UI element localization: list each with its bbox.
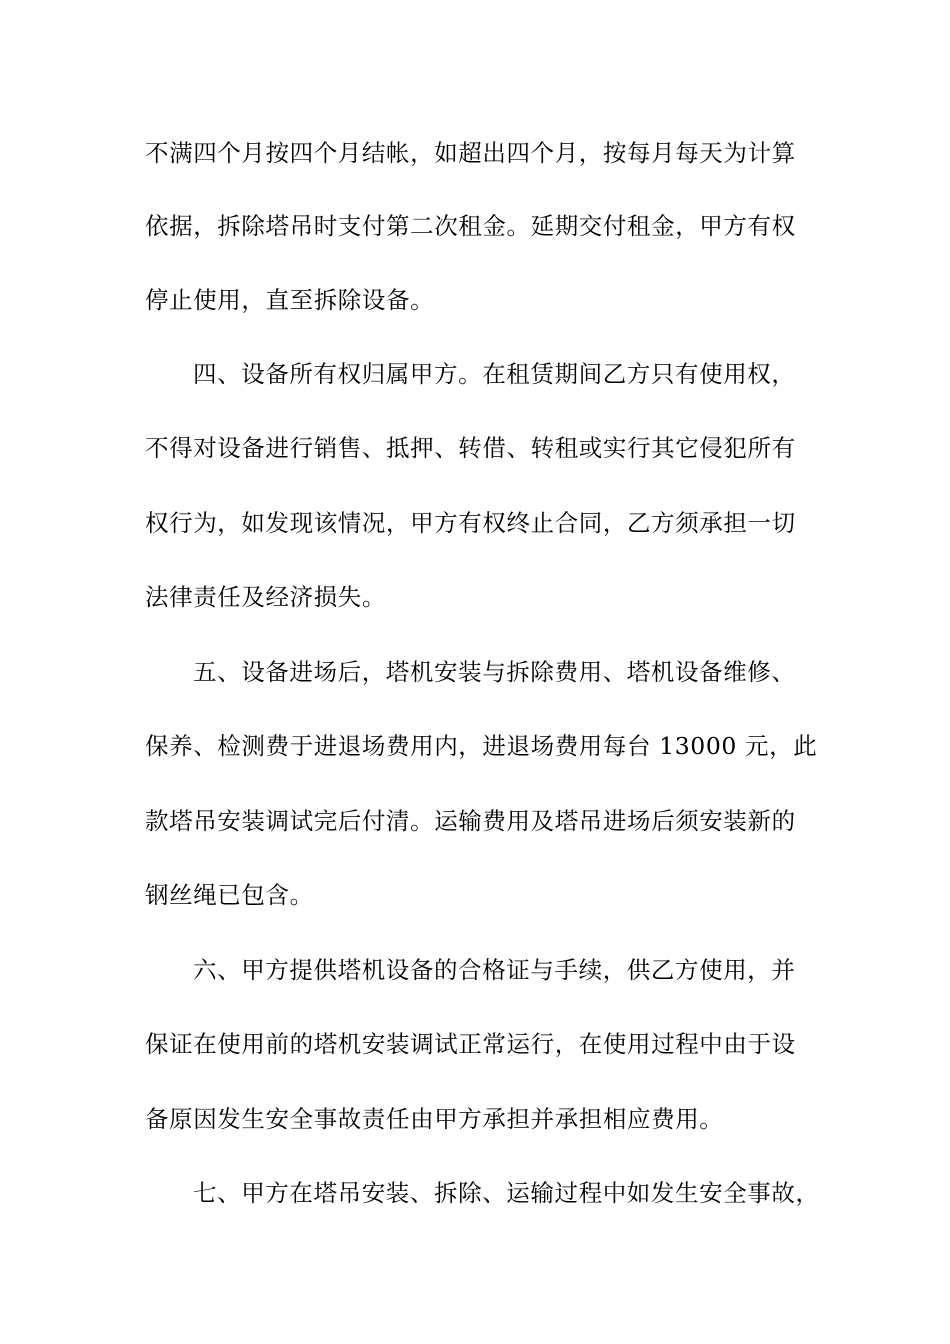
text-line: 钢丝绳已包含。 [145,881,314,909]
text-line: 停止使用，直至拆除设备。 [145,286,435,314]
text-line: 依据，拆除塔吊时支付第二次租金。延期交付租金，甲方有权 [145,212,796,240]
text-line: 保养、检测费于进退场费用内，进退场费用每台 13000 元，此 [145,732,818,760]
text-line: 备原因发生安全事故责任由甲方承担并承担相应费用。 [145,1105,724,1133]
text-line: 法律责任及经济损失。 [145,583,386,611]
paragraph-start-line: 七、甲方在塔吊安装、拆除、运输过程中如发生安全事故， [193,1179,820,1207]
text-line: 不满四个月按四个月结帐，如超出四个月，按每月每天为计算 [145,139,796,167]
text-line: 权行为，如发现该情况，甲方有权终止合同，乙方须承担一切 [145,509,796,537]
text-line: 不得对设备进行销售、抵押、转借、转租或实行其它侵犯所有 [145,434,796,462]
paragraph-start-line: 四、设备所有权归属甲方。在租赁期间乙方只有使用权， [193,360,796,388]
paragraph-start-line: 五、设备进场后，塔机安装与拆除费用、塔机设备维修、 [193,658,796,686]
text-line: 保证在使用前的塔机安装调试正常运行，在使用过程中由于设 [145,1030,796,1058]
paragraph-start-line: 六、甲方提供塔机设备的合格证与手续，供乙方使用，并 [193,956,796,984]
text-line: 款塔吊安装调试完后付清。运输费用及塔吊进场后须安装新的 [145,807,796,835]
